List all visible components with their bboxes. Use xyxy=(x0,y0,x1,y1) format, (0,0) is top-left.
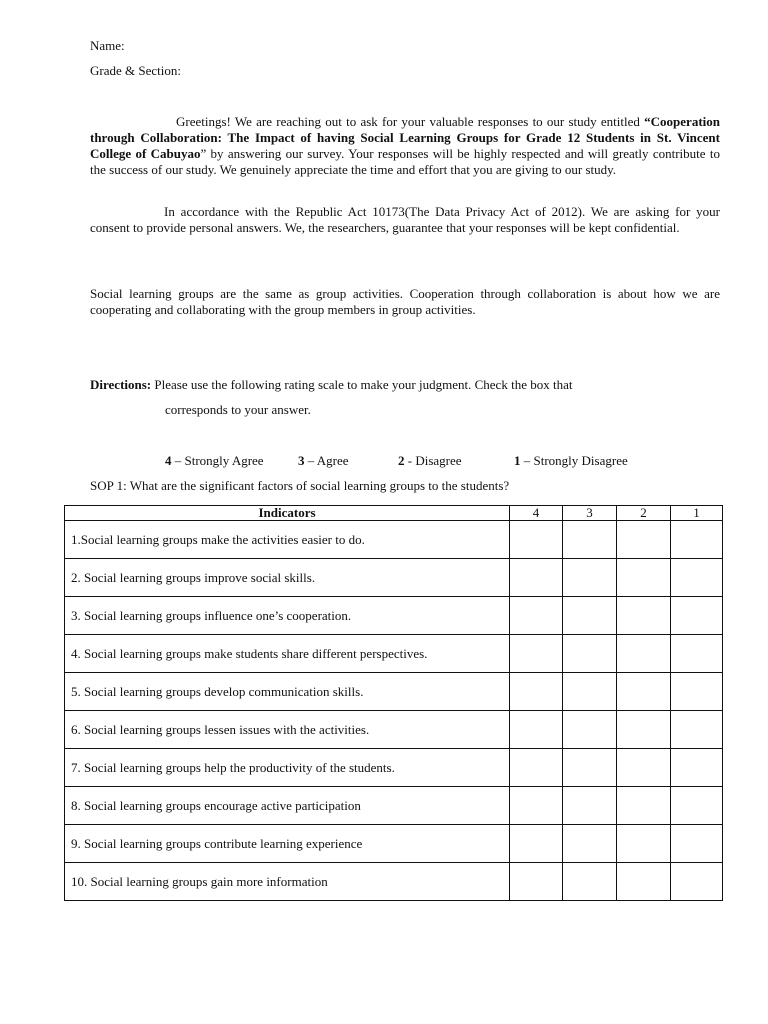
indicator-4: 4. Social learning groups make students share different perspectives. xyxy=(65,635,510,673)
indicator-1: 1.Social learning groups make the activities easier to do. xyxy=(65,521,510,559)
scale-2-text: - Disagree xyxy=(407,453,462,468)
table-row xyxy=(65,749,723,787)
indicator-7: 7. Social learning groups help the productivity of the students. xyxy=(65,749,510,787)
rating-box-4[interactable] xyxy=(510,597,563,635)
scale-2-num: 2 xyxy=(398,453,405,468)
rating-box-4[interactable] xyxy=(510,749,563,787)
indicator-6: 6. Social learning groups lessen issues with the activities. xyxy=(65,711,510,749)
intro-text-end: ” by answering our survey. Your responses will be highly respected and will greatly contribute to the success of our study. We genuinely appreciate the time and effort that you are giving to our study. xyxy=(90,146,720,177)
table-row xyxy=(65,635,723,673)
table-row xyxy=(65,825,723,863)
scale-1 xyxy=(514,453,628,469)
table-row xyxy=(65,863,723,901)
rating-box-3[interactable] xyxy=(563,597,617,635)
rating-box-1[interactable] xyxy=(671,635,723,673)
indicator-2: 2. Social learning groups improve social skills. xyxy=(65,559,510,597)
rating-box-2[interactable] xyxy=(617,749,671,787)
scale-3-text: – Agree xyxy=(307,453,349,468)
grade-section-label: Grade & Section: xyxy=(90,63,181,78)
table-row xyxy=(65,673,723,711)
rating-box-3[interactable] xyxy=(563,635,617,673)
scale-3-num: 3 xyxy=(298,453,305,468)
rating-box-2[interactable] xyxy=(617,711,671,749)
scale-4-text: – Strongly Agree xyxy=(174,453,264,468)
rating-box-4[interactable] xyxy=(510,787,563,825)
scale-3 xyxy=(298,453,349,469)
scale-1-text: – Strongly Disagree xyxy=(523,453,628,468)
directions-label: Directions: xyxy=(90,377,152,392)
indicator-8: 8. Social learning groups encourage active participation xyxy=(65,787,510,825)
scale-4-num: 4 xyxy=(165,453,172,468)
col-4-header: 4 xyxy=(510,506,563,521)
rating-box-4[interactable] xyxy=(510,863,563,901)
indicator-3: 3. Social learning groups influence one’s cooperation. xyxy=(65,597,510,635)
indicator-10: 10. Social learning groups gain more information xyxy=(65,863,510,901)
rating-box-2[interactable] xyxy=(617,863,671,901)
col-2-header: 2 xyxy=(617,506,671,521)
indicator-9: 9. Social learning groups contribute learning experience xyxy=(65,825,510,863)
table-row xyxy=(65,787,723,825)
rating-box-2[interactable] xyxy=(617,787,671,825)
name-label: Name: xyxy=(90,38,125,53)
directions-line-2: corresponds to your answer. xyxy=(165,402,311,417)
indicator-5: 5. Social learning groups develop communication skills. xyxy=(65,673,510,711)
rating-box-2[interactable] xyxy=(617,673,671,711)
scale-1-num: 1 xyxy=(514,453,521,468)
indicators-header: Indicators xyxy=(65,506,510,521)
intro-text-start: Greetings! We are reaching out to ask for your valuable responses to our study entitled xyxy=(176,114,645,129)
rating-box-3[interactable] xyxy=(563,559,617,597)
rating-box-4[interactable] xyxy=(510,559,563,597)
rating-box-1[interactable] xyxy=(671,521,723,559)
rating-box-3[interactable] xyxy=(563,749,617,787)
intro-paragraph xyxy=(90,114,720,178)
rating-box-1[interactable] xyxy=(671,673,723,711)
directions-text: Please use the following rating scale to make your judgment. Check the box that xyxy=(154,377,573,392)
privacy-paragraph: In accordance with the Republic Act 10173(The Data Privacy Act of 2012). We are asking for your consent to provide personal answers. We, the researchers, guarantee that your responses will be kept confidential. xyxy=(90,204,720,235)
rating-box-1[interactable] xyxy=(671,559,723,597)
rating-box-2[interactable] xyxy=(617,825,671,863)
rating-box-3[interactable] xyxy=(563,521,617,559)
scale-2 xyxy=(398,453,462,469)
scale-4 xyxy=(165,453,264,469)
rating-box-3[interactable] xyxy=(563,825,617,863)
table-header-row xyxy=(65,506,723,521)
rating-box-2[interactable] xyxy=(617,597,671,635)
table-row xyxy=(65,597,723,635)
col-3-header: 3 xyxy=(563,506,617,521)
table-row xyxy=(65,521,723,559)
rating-box-4[interactable] xyxy=(510,825,563,863)
rating-box-4[interactable] xyxy=(510,635,563,673)
definition-paragraph: Social learning groups are the same as group activities. Cooperation through collaboration is about how we are cooperating and collaborating with the group members in group activities. xyxy=(90,286,720,317)
rating-box-1[interactable] xyxy=(671,787,723,825)
rating-box-3[interactable] xyxy=(563,787,617,825)
directions-line xyxy=(90,377,730,393)
rating-box-2[interactable] xyxy=(617,635,671,673)
rating-box-1[interactable] xyxy=(671,749,723,787)
rating-box-2[interactable] xyxy=(617,521,671,559)
col-1-header: 1 xyxy=(671,506,723,521)
table-row xyxy=(65,559,723,597)
study-title: “Cooperation through Collaboration: The Impact of having Social Learning Groups for Grade 12 Students in St. Vincent College of Cabuyao xyxy=(90,114,720,161)
rating-table xyxy=(64,505,723,901)
rating-box-4[interactable] xyxy=(510,673,563,711)
sop-question: SOP 1: What are the significant factors of social learning groups to the students? xyxy=(90,478,510,493)
rating-box-2[interactable] xyxy=(617,559,671,597)
rating-box-3[interactable] xyxy=(563,673,617,711)
table-row xyxy=(65,711,723,749)
rating-box-1[interactable] xyxy=(671,825,723,863)
rating-box-3[interactable] xyxy=(563,863,617,901)
rating-box-1[interactable] xyxy=(671,863,723,901)
rating-box-3[interactable] xyxy=(563,711,617,749)
rating-box-1[interactable] xyxy=(671,597,723,635)
rating-box-4[interactable] xyxy=(510,711,563,749)
rating-box-1[interactable] xyxy=(671,711,723,749)
rating-box-4[interactable] xyxy=(510,521,563,559)
